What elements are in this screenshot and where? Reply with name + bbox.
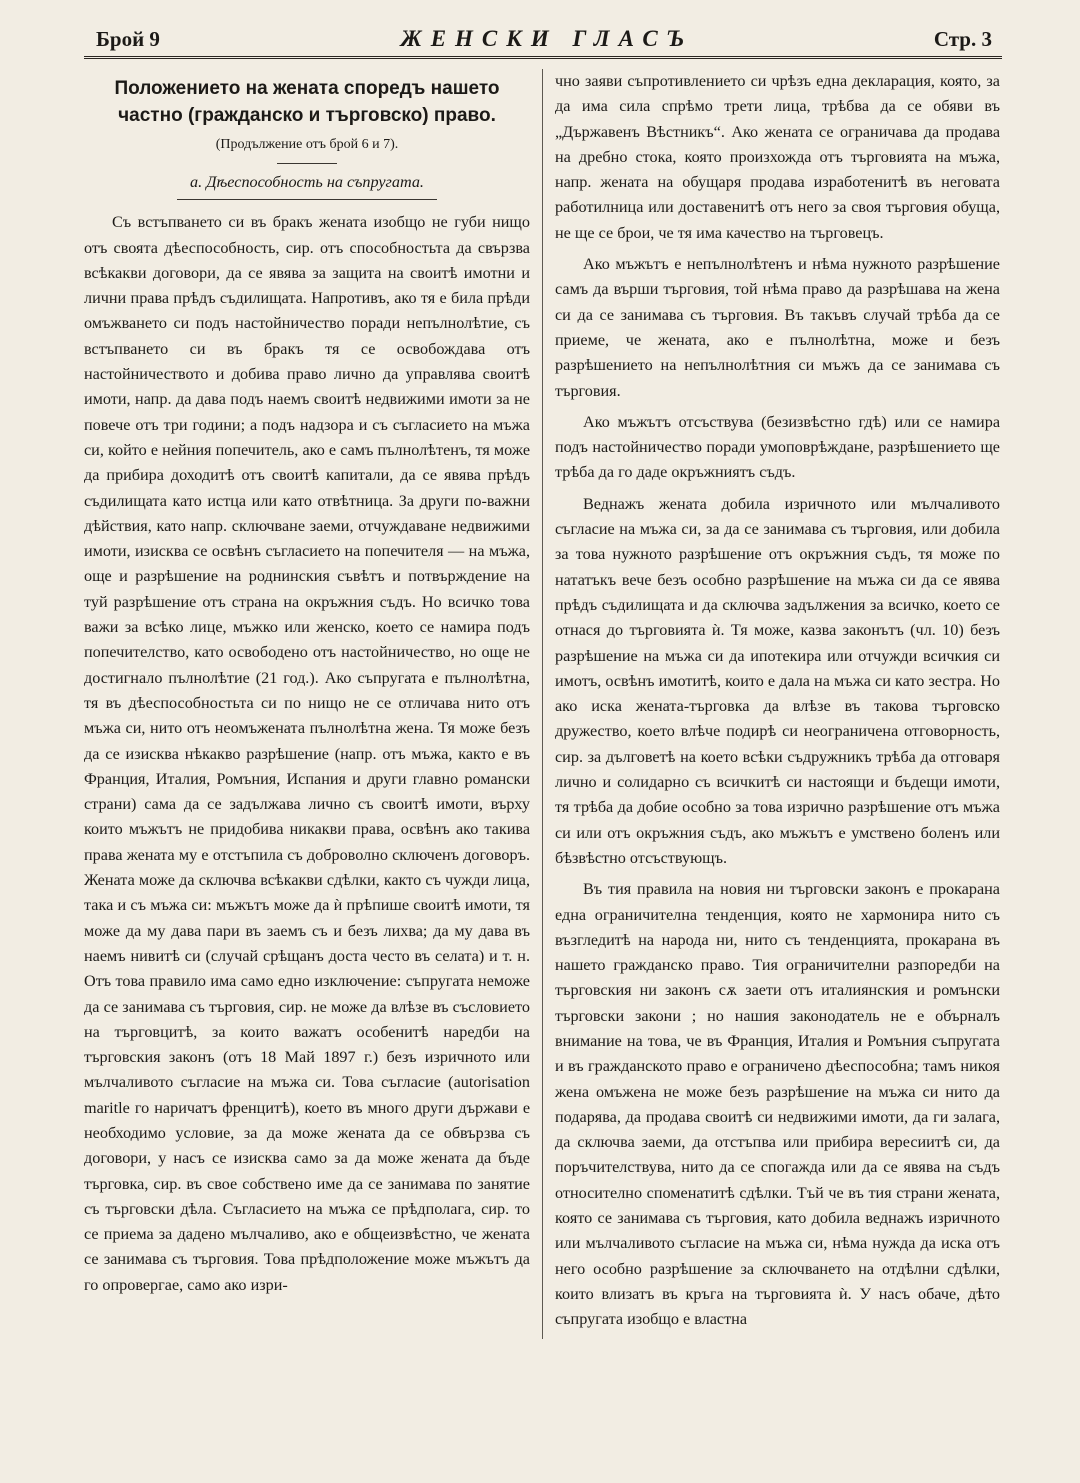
paragraph: Ако мъжътъ е непълнолѣтенъ и нѣма нужното разрѣшение самъ да върши търговия, той нѣма право да разрѣшава на жена си да се занимава съ търговия. Въ такъвъ случай трѣба да се приеме, че жената, ако е пълнолѣтна, може и безъ разрѣшението на непълнолѣтния си мъжъ да се занимава съ търговия. bbox=[555, 255, 1000, 400]
issue-number: Брой 9 bbox=[96, 27, 160, 51]
paragraph: Въ тия правила на новия ни търговски законъ е прокарана една ограничителна тенденция, която не хармонира нито съ възгледитѣ на народа ни, нито съ тенденцията, прокарана въ нашето гражданско право. Тия ограничителни разпоредби на търговския ни законъ сѫ заети отъ италиянския и ромънски търговски закони ; но нашия законодатель не е обърналъ внимание на това, че въ Франция, Италия и Ромъния съпругата и въ гражданското право е ограничено дѣеспособна; тамъ никоя жена омъжена не може безъ разрѣшение на мъжа си нито да подарява, да продава своитѣ си недвижими имоти, да ги залага, да сключва заеми, да отстъпва или прибира вересиитѣ си, да поръчителствува, нито да се спогажда или да се явява на съдъ относително споменатитѣ сдѣлки. Тъй че въ тия страни жената, която се занимава съ търговия, като добила веднажъ изричното или мълчаливото съгласие на мъжа си, нѣма нужда да иска отъ него особно разрѣшение за сключването на отдѣлни сдѣлки, които влизатъ въ кръга на търговията ѝ. У насъ обаче, дѣто съпругата изобщо е властна bbox=[555, 880, 1000, 1329]
paragraph: Ако мъжътъ отсъствува (безизвѣстно гдѣ) или се намира подъ настойничество поради умоповрѣждане, разрѣшението ще трѣба да го даде окръжниятъ съдъ. bbox=[555, 412, 1000, 482]
section-heading: а. Дѣеспособность на съпругата. bbox=[190, 173, 424, 191]
newspaper-title: ЖЕНСКИ ГЛАСЪ bbox=[400, 26, 694, 51]
left-column bbox=[84, 69, 542, 1339]
divider bbox=[177, 199, 437, 200]
divider bbox=[277, 163, 337, 164]
right-column bbox=[542, 69, 1000, 1339]
paragraph: чно заяви съпротивлението си чрѣзъ една декларация, която, за да има сила спрѣмо трети лица, трѣбва да се обяви въ „Държавенъ Вѣстникъ“. Ако жената се ограничава да продава на дребно стока, която произхожда отъ търговията на мъжа, напр. жената на обущаря продава изработенитѣ въ неговата работилница или доставенитѣ отъ него за своя търговия обуща, не ще се брои, че тя има качество на търговецъ. bbox=[555, 72, 1000, 242]
article-columns bbox=[84, 69, 1002, 1339]
masthead bbox=[84, 26, 1002, 59]
paragraph: Съ встъпването си въ бракъ жената изобщо не губи нищо отъ своята дѣеспособность, сир. отъ способностьта да свързва всѣкакви договори, да се явява за защита на своитѣ имотни и лични права прѣдъ съдилищата. Напротивъ, ако тя е била прѣди омъжването си подъ настойничество поради непълнолѣтие, съ встъпването си въ бракъ тя се освобождава отъ настойничеството и добива право лично да управлява своитѣ имоти, напр. да дава подъ наемъ своитѣ недвижими имоти за не повече отъ три години; а подъ надзора и съ съгласието на мъжа си, който е нейния попечитель, ако е самъ пълнолѣтенъ, тя може да прибира доходитѣ отъ своитѣ капитали, да се явява прѣдъ съдилищата като истца или като отвѣтница. За други по-важни дѣйствия, като напр. сключване заеми, отчуждаване недвижими имоти, изисква се освѣнъ съгласието на попечителя — на мъжа, още и разрѣшение на роднинския съвѣтъ и потвърждение на туй разрѣшение отъ страна на окръжния съдъ. Но всичко това важи за всѣко лице, мъжко или женско, което се намира подъ попечителство, като освободено отъ настойничество, но още не достигнало пълнолѣтие (21 год.). Ако съпругата е пълнолѣтна, тя въ дѣеспособностьта си по нищо не се отличава нито отъ мъжа си, нито отъ неомъжената пълнолѣтна жена. Тя може безъ да се изисква нѣкакво разрѣшение (напр. отъ мъжа, както е въ Франция, Италия, Ромъния, Испания и други главно романски страни) сама да се задължава лично съ своитѣ имоти, върху които мъжътъ не придобива никакви права, освѣнъ ако такива права жената му е отстъпила съ доброволно сключенъ договоръ. Жената може да сключва всѣкакви сдѣлки, както съ чужди лица, така и съ мъжа си: мъжътъ може да ѝ прѣпише своитѣ имоти, тя може да му дава пари въ заемъ съ и безъ лихва; да му дава въ наемъ нивитѣ си (случай срѣщанъ доста често въ селата) и т. н. Отъ това правило има само едно изключение: съпругата неможе да се занимава съ търговия, сир. не може да влѣзе въ съсловието на търговцитѣ, за които важатъ особенитѣ наредби на търговския законъ (отъ 18 Май 1897 г.) безъ изричното или мълчаливото съгласие на мъжа си. Това съгласие (autorisation maritle го наричатъ френцитѣ), което въ много други държави е необходимо условие, за да може жената да се обвързва съ договори, у насъ се изисква само за да може жената да бъде търговка, сир. въ свое собствено име да се занимава по занятие съ търговски дѣла. Съгласието на мъжа се прѣдполага, сир. то се приема за дадено мълчаливо, ако е общеизвѣстно, че жената се занимава съ търговия. Това прѣдположение може мъжътъ да го опровергае, само ако изри- bbox=[84, 213, 530, 1294]
paragraph: Веднажъ жената добила изричното или мълчаливото съгласие на мъжа си, за да се занимава съ търговия, или добила за това нужното разрѣшение отъ окръжния съдъ, тя може по нататъкъ вече безъ особно разрѣшение на мъжа си да се явява прѣдъ съдилищата и да сключва задължения за всичко, което се отнася до търговията ѝ. Тя може, казва законътъ (чл. 10) безъ разрѣшение на мъжа си да ипотекира или отчужди всичкия си имотъ, освѣнъ имотитѣ, които е дала на мъжа си като зестра. Но ако иска жената-търговка да влѣзе въ такова търговско дружество, което влѣче подирѣ си неограничена отговорность, сир. за дълговетѣ на което всѣки съдружникъ трѣба да отговаря лично и солидарно съ всичкитѣ си настоящи и бъдещи имоти, тя трѣба да добие особно за това изрично разрѣшение отъ мъжа си или отъ окръжния съдъ, ако мъжътъ е умствено боленъ или бѣзвѣстно отсъствующъ. bbox=[555, 494, 1000, 867]
article-subtitle: (Продължение отъ брой 6 и 7). bbox=[215, 137, 399, 152]
article-headline: Положението на жената споредъ нашето частно (гражданско и търговско) право. bbox=[114, 78, 500, 126]
page-number: Стр. 3 bbox=[933, 27, 992, 51]
